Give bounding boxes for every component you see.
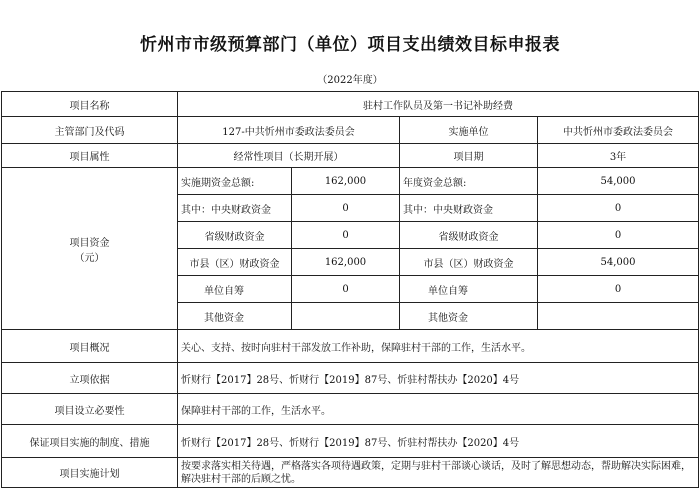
period-label: 项目期: [400, 144, 538, 168]
funds-left-label: 实施期资金总额:: [178, 168, 292, 195]
dept-label: 主管部门及代码: [2, 117, 178, 144]
funds-right-label: 其中：中央财政资金: [400, 195, 538, 222]
funds-right-value: 0: [538, 276, 699, 303]
funds-right-value: 0: [538, 195, 699, 222]
measures-value: 忻财行【2017】28号、忻财行【2019】87号、忻驻村帮扶办【2020】4号: [178, 425, 699, 458]
overview-label: 项目概况: [2, 330, 178, 363]
plan-label: 项目实施计划: [2, 458, 178, 488]
funds-right-label: 市县（区）财政资金: [400, 249, 538, 276]
funds-unit: （元）: [74, 252, 105, 264]
overview-value: 关心、支持、按时向驻村干部发放工作补助，保障驻村干部的工作，生活水平。: [178, 330, 699, 363]
funds-left-value: [292, 303, 400, 330]
funds-label-cell: [2, 168, 178, 330]
period-value: 3年: [538, 144, 699, 168]
funds-right-label: 省级财政资金: [400, 222, 538, 249]
project-name-value: 驻村工作队员及第一书记补助经费: [178, 92, 699, 117]
attr-value: 经常性项目（长期开展）: [178, 144, 400, 168]
row-project-name: [2, 92, 699, 117]
attr-label: 项目属性: [2, 144, 178, 168]
plan-value: 按要求落实相关待遇，严格落实各项待遇政策，定期与驻村干部谈心谈话，及时了解思想动态，帮助解决实际困难，解决驻村干部的后顾之忧。: [178, 458, 699, 488]
funds-row: [2, 168, 699, 195]
funds-left-label: 市县（区）财政资金: [178, 249, 292, 276]
funds-left-value: 0: [292, 195, 400, 222]
row-measures: [2, 425, 699, 458]
necessity-value: 保障驻村干部的工作，生活水平。: [178, 394, 699, 425]
funds-left-value: 162,000: [292, 168, 400, 195]
funds-right-value: 54,000: [538, 168, 699, 195]
performance-form-table: [1, 91, 699, 488]
funds-left-label: 省级财政资金: [178, 222, 292, 249]
form-year: （2022年度）: [317, 75, 383, 86]
row-plan: [2, 458, 699, 488]
row-attr: [2, 144, 699, 168]
impl-unit-label: 实施单位: [400, 117, 538, 144]
impl-unit-value: 中共忻州市委政法委员会: [538, 117, 699, 144]
funds-left-label: 单位自筹: [178, 276, 292, 303]
funds-right-value: 0: [538, 222, 699, 249]
funds-left-value: 0: [292, 222, 400, 249]
funds-left-value: 0: [292, 276, 400, 303]
row-dept: [2, 117, 699, 144]
row-basis: [2, 363, 699, 394]
funds-label: 项目资金: [69, 237, 110, 249]
measures-label: 保证项目实施的制度、措施: [2, 425, 178, 458]
project-name-label: 项目名称: [2, 92, 178, 117]
funds-left-label: 其他资金: [178, 303, 292, 330]
funds-left-value: 162,000: [292, 249, 400, 276]
funds-right-label: 其他资金: [400, 303, 538, 330]
form-title: 忻州市市级预算部门（单位）项目支出绩效目标申报表: [140, 35, 560, 55]
funds-right-value: 54,000: [538, 249, 699, 276]
necessity-label: 项目设立必要性: [2, 394, 178, 425]
funds-right-value: [538, 303, 699, 330]
dept-value: 127-中共忻州市委政法委员会: [178, 117, 400, 144]
basis-label: 立项依据: [2, 363, 178, 394]
funds-right-label: 单位自筹: [400, 276, 538, 303]
basis-value: 忻财行【2017】28号、忻财行【2019】87号、忻驻村帮扶办【2020】4号: [178, 363, 699, 394]
funds-left-label: 其中：中央财政资金: [178, 195, 292, 222]
row-necessity: [2, 394, 699, 425]
row-overview: [2, 330, 699, 363]
funds-right-label: 年度资金总额:: [400, 168, 538, 195]
